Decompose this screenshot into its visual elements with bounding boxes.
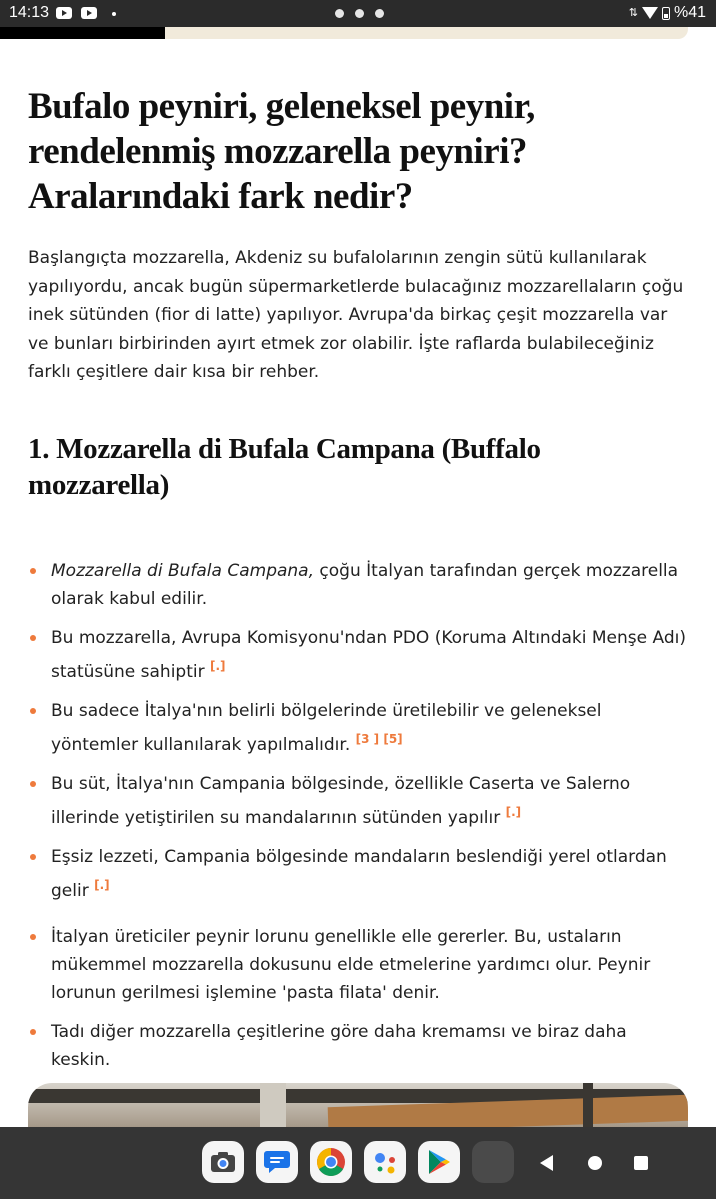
youtube-notification-icon — [56, 7, 72, 19]
app-dock — [202, 1141, 514, 1183]
reading-progress-fill — [0, 27, 165, 39]
battery-percent: %41 — [673, 4, 706, 21]
status-icons — [629, 4, 706, 22]
article-content — [28, 84, 688, 1152]
article-title: Bufalo peyniri, geleneksel peynir, rendelenmiş mozzarella peyniri? Aralarındaki fark nedir? — [28, 86, 535, 217]
list-item: Mozzarella di Bufala Campana, çoğu İtalyan tarafından gerçek mozzarella olarak kabul edilir. — [28, 557, 688, 613]
reading-progress-bar — [0, 27, 688, 39]
back-button[interactable] — [540, 1155, 553, 1171]
youtube-notification-icon — [81, 7, 97, 19]
list-item: Eşsiz lezzeti, Campania bölgesinde mandaların beslendiği yerel otlardan gelir [.] — [28, 843, 688, 905]
wifi-icon — [642, 7, 658, 19]
list-item: İtalyan üreticiler peynir lorunu genellikle elle gererler. Bu, ustaların mükemmel mozzarella dokusunu elde etmelerine yardımcı olur. Peynir lorunun gerilmesi işlemine 'pasta filata' denir. — [28, 923, 688, 1007]
chrome-icon[interactable] — [310, 1141, 352, 1183]
article-intro: Başlangıçta mozzarella, Akdeniz su bufalolarının zengin sütü kullanılarak yapılıyordu, ancak bugün süpermarketlerde bulacağınız mozzarellaların çoğu inek sütünden (fior di latte) yapılıyor. Avrupa'da birkaç çeşit mozzarella var ve bunları birbirinden ayırt etmek zor olabilir. İşte raflarda bulabileceğiniz farklı çeşitlere dair kısa bir rehber. — [28, 248, 684, 382]
list-item: Bu süt, İtalya'nın Campania bölgesinde, özellikle Caserta ve Salerno illerinde yetiştirilen su mandalarının sütünden yapılır [.] — [28, 770, 688, 832]
citation-link[interactable]: [.] — [505, 804, 522, 819]
citation-link[interactable]: [.] — [94, 877, 110, 892]
camera-icon[interactable] — [202, 1141, 244, 1183]
play-store-icon[interactable] — [418, 1141, 460, 1183]
citation-link[interactable]: [.] — [210, 658, 226, 673]
bullet-list — [28, 557, 688, 1141]
data-arrows-icon: ⇅ — [628, 6, 638, 19]
more-notifications-icon — [112, 12, 116, 16]
status-time: 14:13 — [9, 4, 50, 21]
status-bar — [0, 0, 716, 27]
messages-icon[interactable] — [256, 1141, 298, 1183]
list-item: Bu mozzarella, Avrupa Komisyonu'ndan PDO (Koruma Altındaki Menşe Adı) statüsüne sahiptir [.] — [28, 624, 688, 686]
app-drawer-icon[interactable] — [472, 1141, 514, 1183]
recents-button[interactable] — [634, 1156, 648, 1170]
list-item: Tadı diğer mozzarella çeşitlerine göre daha kremamsı ve biraz daha keskin. — [28, 1018, 688, 1074]
battery-icon — [662, 7, 670, 20]
navigation-bar — [0, 1127, 716, 1199]
section-heading: 1. Mozzarella di Bufala Campana (Buffalo mozzarella) — [28, 432, 541, 501]
list-item: Bu sadece İtalya'nın belirli bölgelerinde üretilebilir ve geleneksel yöntemler kullanılarak yapılmalıdır. [3 ] [5] — [28, 697, 688, 759]
camera-cutout-dots — [335, 9, 384, 18]
home-button[interactable] — [588, 1156, 602, 1170]
assistant-icon[interactable] — [364, 1141, 406, 1183]
citation-link[interactable]: [3 ] [5] — [355, 731, 403, 746]
